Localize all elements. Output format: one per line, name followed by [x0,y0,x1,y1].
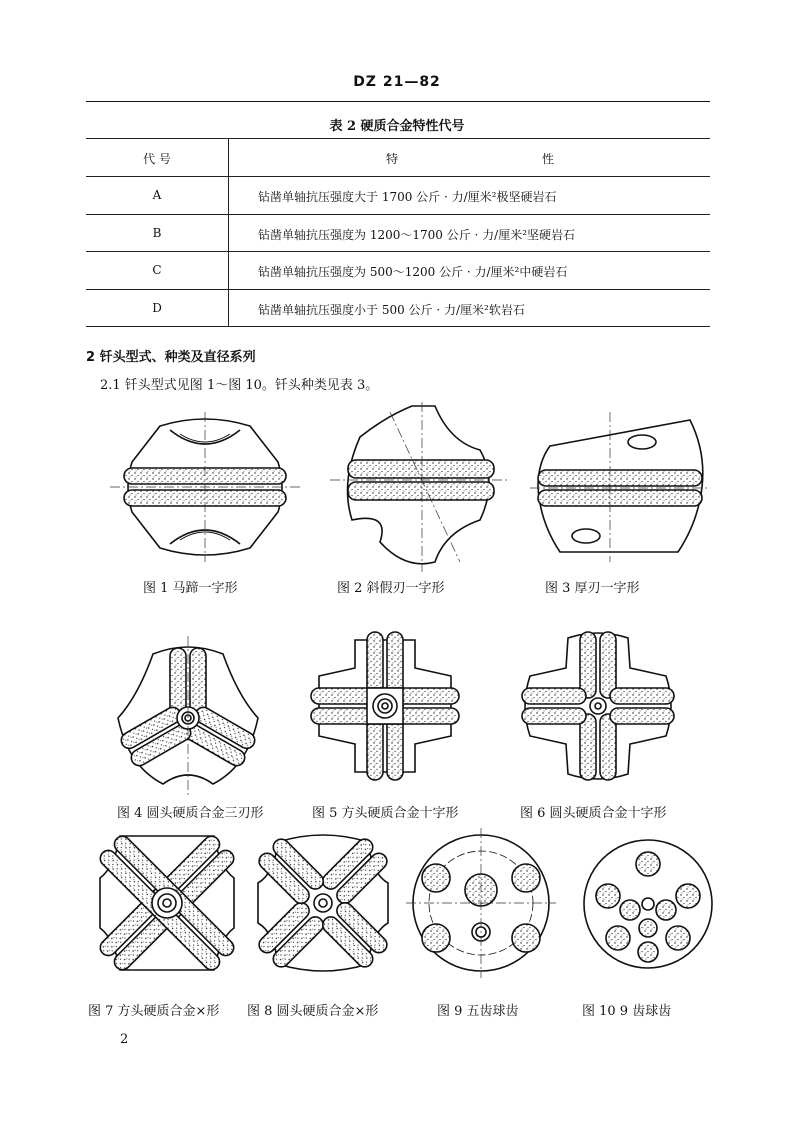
figure-5-caption: 图 5 方头硬质合金十字形 [312,806,459,821]
table-row-code: A [152,188,162,202]
col-header-property-left: 特 [386,152,399,166]
figure-6-caption: 图 6 圆头硬质合金十字形 [520,806,667,821]
table-row-code: B [152,226,162,240]
table-row-desc: 钻凿单轴抗压强度小于 500 公斤 · 力/厘米²软岩石 [258,303,525,317]
table-row-desc: 钻凿单轴抗压强度大于 1700 公斤 · 力/厘米²极坚硬岩石 [258,190,557,204]
figure-9-drawing [406,828,556,978]
figure-8-drawing [248,828,398,978]
figure-7-drawing [92,828,242,978]
body-paragraph: 2.1 钎头型式见图 1～图 10。钎头种类见表 3。 [100,378,379,393]
figure-9-caption: 图 9 五齿球齿 [437,1004,519,1019]
figure-7-caption: 图 7 方头硬质合金×形 [88,1004,220,1019]
header-rule [86,101,710,102]
col-header-property-right: 性 [542,152,555,166]
figure-1-caption: 图 1 马蹄一字形 [143,581,238,596]
figure-3-caption: 图 3 厚刃一字形 [545,581,640,596]
figure-5-drawing [307,628,463,784]
table-bottom-rule [86,326,710,327]
table-row-desc: 钻凿单轴抗压强度为 1200～1700 公斤 · 力/厘米²坚硬岩石 [258,228,576,242]
table-row-code: C [152,263,162,277]
table-top-rule [86,138,710,139]
figure-10-caption: 图 10 9 齿球齿 [582,1004,672,1019]
page-number: 2 [120,1032,129,1047]
figure-2-caption: 图 2 斜假刃一字形 [337,581,445,596]
figure-1-drawing [110,412,300,562]
figure-3-drawing [530,412,710,562]
section-title: 2 钎头型式、种类及直径系列 [86,350,256,365]
figure-4-drawing [108,636,268,796]
table-row-code: D [152,301,162,315]
figure-10-drawing [578,834,718,974]
table-caption: 表 2 硬质合金特性代号 [329,119,465,134]
document-code: DZ 21—82 [353,74,441,90]
figure-6-drawing [518,628,678,784]
figure-8-caption: 图 8 圆头硬质合金×形 [247,1004,379,1019]
table-row-desc: 钻凿单轴抗压强度为 500～1200 公斤 · 力/厘米²中硬岩石 [258,265,568,279]
figure-4-caption: 图 4 圆头硬质合金三刃形 [117,806,264,821]
col-header-code: 代 号 [143,152,171,166]
figure-2-drawing [330,402,510,572]
